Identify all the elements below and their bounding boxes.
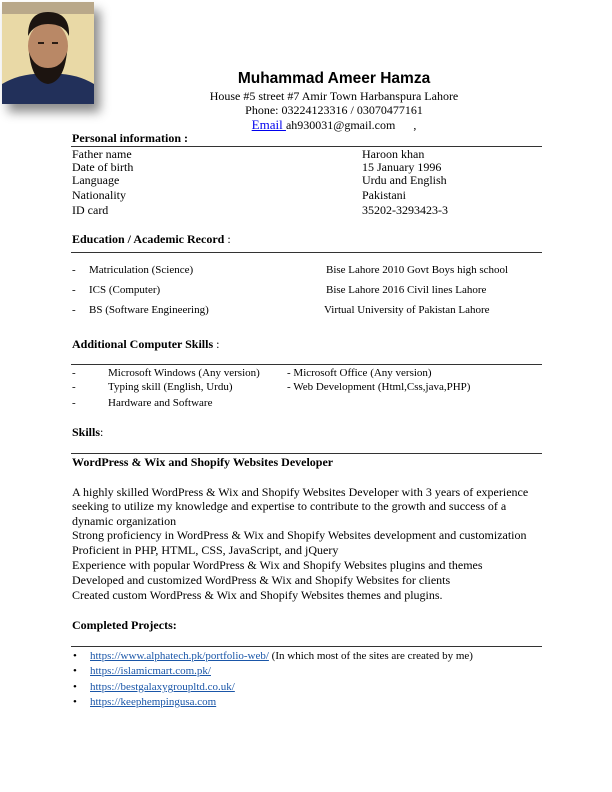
computer-skills-title xyxy=(72,337,220,352)
address: House #5 street #7 Amir Town Harbanspura Lahore xyxy=(209,89,459,103)
skills-title-text: Skills xyxy=(72,425,101,439)
list-bullet: - xyxy=(72,304,76,316)
skills-title-colon: : xyxy=(100,425,104,439)
list-bullet: - xyxy=(72,264,76,276)
list-bullet: - xyxy=(72,397,76,409)
education-institute: Bise Lahore 2010 Govt Boys high school xyxy=(326,264,509,276)
language-value: Urdu and English xyxy=(362,173,447,187)
list-bullet: - xyxy=(72,381,76,393)
education-degree: BS (Software Engineering) xyxy=(89,304,209,316)
education-title-text: Education / Academic Record xyxy=(72,232,225,246)
education-degree: ICS (Computer) xyxy=(89,284,161,296)
divider xyxy=(71,364,542,365)
language-label: Language xyxy=(72,173,120,187)
nationality-value: Pakistani xyxy=(362,188,406,202)
id-card-value: 35202-3293423-3 xyxy=(362,203,448,217)
bullet-icon: • xyxy=(73,696,77,708)
bullet-icon: • xyxy=(73,665,77,677)
bullet-icon: • xyxy=(73,650,77,662)
skill-item: Hardware and Software xyxy=(108,397,213,409)
list-bullet: - xyxy=(72,367,76,379)
project-item xyxy=(90,681,235,693)
dob-label: Date of birth xyxy=(72,160,134,174)
project-note: (In which most of the sites are created by me) xyxy=(268,650,473,662)
skills-line: Developed and customized WordPress & Wix and Shopify Websites for clients xyxy=(72,573,451,587)
project-link[interactable]: https://islamicmart.com.pk/ xyxy=(90,665,211,677)
project-link[interactable]: https://keephempingusa.com xyxy=(90,696,217,708)
project-item xyxy=(90,696,216,708)
project-item xyxy=(90,665,211,677)
education-title xyxy=(72,232,231,247)
skill-item: Microsoft Windows (Any version) xyxy=(108,367,260,379)
skills-line: Experience with popular WordPress & Wix and Shopify Websites plugins and themes xyxy=(72,558,483,572)
skills-line: Created custom WordPress & Wix and Shopify Websites themes and plugins. xyxy=(72,588,443,602)
skills-line: seeking to utilize my knowledge and expertise to contribute to the growth and success of a xyxy=(72,499,507,513)
skill-item: - Microsoft Office (Any version) xyxy=(287,367,432,379)
skills-line: dynamic organization xyxy=(72,514,177,528)
skills-line: Proficient in PHP, HTML, CSS, JavaScript, and jQuery xyxy=(72,543,339,557)
skill-item: - Web Development (Html,Css,java,PHP) xyxy=(287,381,471,393)
skills-line: A highly skilled WordPress & Wix and Shopify Websites Developer with 3 years of experience xyxy=(72,485,529,499)
list-bullet: - xyxy=(72,284,76,296)
computer-skills-title-colon: : xyxy=(213,337,220,351)
email-link[interactable]: Email xyxy=(251,117,286,132)
phone: Phone: 03224123316 / 03070477161 xyxy=(245,103,423,117)
email-value: ah930031@gmail.com xyxy=(285,118,396,132)
skills-title xyxy=(72,425,103,440)
dob-value: 15 January 1996 xyxy=(362,160,442,174)
personal-info-title: Personal information : xyxy=(72,131,188,145)
education-institute: Virtual University of Pakistan Lahore xyxy=(324,304,490,316)
divider xyxy=(71,453,542,454)
email-trailing: , xyxy=(413,118,417,132)
skill-item: Typing skill (English, Urdu) xyxy=(108,381,233,393)
education-title-colon: : xyxy=(224,232,231,246)
skills-role: WordPress & Wix and Shopify Websites Developer xyxy=(72,455,334,469)
project-item xyxy=(90,650,473,662)
divider xyxy=(71,146,542,147)
project-link[interactable]: https://bestgalaxygroupltd.co.uk/ xyxy=(90,681,235,693)
computer-skills-title-text: Additional Computer Skills xyxy=(72,337,214,351)
candidate-name: Muhammad Ameer Hamza xyxy=(237,70,431,87)
education-degree: Matriculation (Science) xyxy=(89,264,194,276)
divider xyxy=(71,252,542,253)
father-name-label: Father name xyxy=(72,147,132,161)
bullet-icon: • xyxy=(73,681,77,693)
nationality-label: Nationality xyxy=(72,188,126,202)
education-institute: Bise Lahore 2016 Civil lines Lahore xyxy=(326,284,487,296)
project-link[interactable]: https://www.alphatech.pk/portfolio-web/ xyxy=(90,650,269,662)
divider xyxy=(71,646,542,647)
father-name-value: Haroon khan xyxy=(362,147,425,161)
skills-line: Strong proficiency in WordPress & Wix and Shopify Websites development and customization xyxy=(72,528,527,542)
id-card-label: ID card xyxy=(72,203,109,217)
projects-title: Completed Projects: xyxy=(72,618,177,632)
